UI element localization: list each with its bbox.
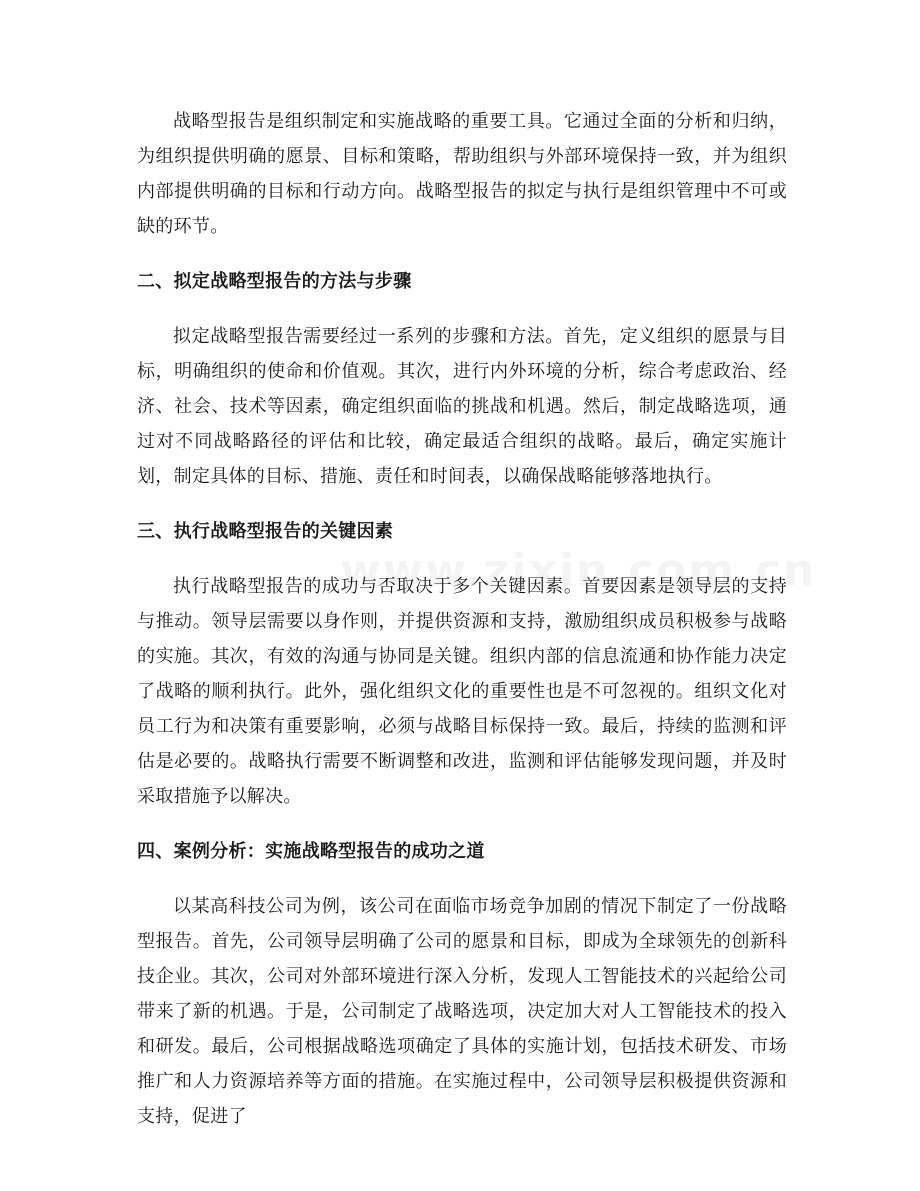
section-paragraph-case-study: 以某高科技公司为例，该公司在面临市场竞争加剧的情况下制定了一份战略型报告。首先，公司领导层明确了公司的愿景和目标，即成为全球领先的创新科技企业。其次，公司对外部环境进行深入分析，发现人工智能技术的兴起给公司带来了新的机遇。于是，公司制定了战略选项，决定加大对人工智能技术的投入和研发。最后，公司根据战略选项确定了具体的实施计划，包括技术研发、市场推广和人力资源培养等方面的措施。在实施过程中，公司领导层积极提供资源和支持，促进了: [137, 896, 787, 1127]
section-paragraph-key-factors: 执行战略型报告的成功与否取决于多个关键因素。首要因素是领导层的支持与推动。领导层需要以身作则，并提供资源和支持，激励组织成员积极参与战略的实施。其次，有效的沟通与协同是关键。组织内部的信息流通和协作能力决定了战略的顺利执行。此外，强化组织文化的重要性也是不可忽视的。组织文化对员工行为和决策有重要影响，必须与战略目标保持一致。最后，持续的监测和评估是必要的。战略执行需要不断调整和改进，监测和评估能够发现问题，并及时采取措施予以解决。: [137, 576, 787, 807]
intro-paragraph: 战略型报告是组织制定和实施战略的重要工具。它通过全面的分析和归纳，为组织提供明确的愿景、目标和策略，帮助组织与外部环境保持一致，并为组织内部提供明确的目标和行动方向。战略型报告的拟定与执行是组织管理中不可或缺的环节。: [137, 111, 787, 237]
section-heading-case-study: 四、案例分析：实施战略型报告的成功之道: [137, 841, 485, 862]
section-heading-key-factors: 三、执行战略型报告的关键因素: [137, 521, 394, 542]
section-heading-methods: 二、拟定战略型报告的方法与步骤: [137, 271, 412, 292]
section-paragraph-methods: 拟定战略型报告需要经过一系列的步骤和方法。首先，定义组织的愿景与目标，明确组织的使命和价值观。其次，进行内外环境的分析，综合考虑政治、经济、社会、技术等因素，确定组织面临的挑战和机遇。然后，制定战略选项，通过对不同战略路径的评估和比较，确定最适合组织的战略。最后，确定实施计划，制定具体的目标、措施、责任和时间表，以确保战略能够落地执行。: [137, 326, 787, 487]
document-body: [137, 104, 787, 1134]
